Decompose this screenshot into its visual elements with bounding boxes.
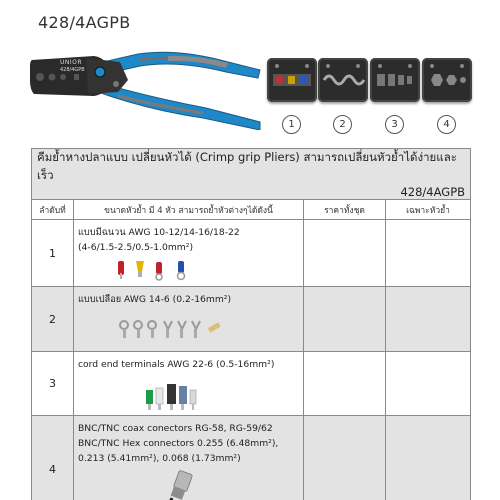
crimp-pliers-image [28, 40, 263, 130]
model-title: 428/4AGPB [38, 13, 131, 32]
die-1-image [267, 58, 317, 102]
price-die-cell [386, 287, 471, 352]
table-row [32, 220, 471, 287]
row-number: 1 [32, 220, 74, 287]
price-set-cell [304, 220, 386, 287]
header-price-die: เฉพาะหัวย้ำ [386, 200, 471, 220]
row-description [74, 416, 304, 500]
die-number-3: 3 [385, 115, 404, 134]
bnc-connector-image [158, 470, 208, 500]
header-price-set: ราคาทั้งชุด [304, 200, 386, 220]
desc-line: (4-6/1.5-2.5/0.5-1.0mm²) [78, 242, 194, 253]
die-4-image [422, 58, 472, 102]
die-number-4: 4 [437, 115, 456, 134]
row-number: 3 [32, 352, 74, 416]
tool-model-mark: 428/4GPB [60, 67, 85, 73]
spec-table [31, 148, 471, 500]
bare-terminals-image [118, 317, 228, 341]
die-number-2: 2 [333, 115, 352, 134]
die-number-1: 1 [282, 115, 301, 134]
desc-line: BNC/TNC coax conectors RG-58, RG-59/62 [78, 423, 273, 434]
row-number: 2 [32, 287, 74, 352]
row-description [74, 352, 304, 416]
die-2-image [318, 58, 368, 102]
header-no: ลำดับที่ [32, 200, 74, 220]
row-description [74, 220, 304, 287]
desc-line: แบบเปลือย AWG 14-6 (0.2-16mm²) [78, 294, 232, 305]
desc-line: แบบมีฉนวน AWG 10-12/14-16/18-22 [78, 227, 240, 238]
insulated-terminals-image [114, 257, 204, 281]
table-row [32, 287, 471, 352]
price-set-cell [304, 416, 386, 500]
table-title-row [32, 149, 471, 200]
price-die-cell [386, 352, 471, 416]
price-die-cell [386, 220, 471, 287]
tool-brand-mark: UNIOR [60, 59, 83, 66]
price-set-cell [304, 352, 386, 416]
desc-line: 0.213 (5.41mm²), 0.068 (1.73mm²) [78, 453, 241, 464]
table-title-model: 428/4AGPB [400, 185, 466, 199]
header-desc: ขนาดหัวย้ำ มี 4 หัว สามารถย้ำหัวต่างๆได้ดังนี้ [74, 200, 304, 220]
table-header-row [32, 200, 471, 220]
die-3-image [370, 58, 420, 102]
table-row [32, 416, 471, 500]
price-set-cell [304, 287, 386, 352]
price-die-cell [386, 416, 471, 500]
desc-line: cord end terminals AWG 22-6 (0.5-16mm²) [78, 359, 275, 370]
table-title: คีมย้ำหางปลาแบบ เปลี่ยนหัวได้ (Crimp grip Pliers) สามารถเปลี่ยนหัวย้ำได้ง่ายและเร็ว [37, 150, 457, 182]
row-description [74, 287, 304, 352]
cord-end-terminals-image [144, 380, 204, 412]
row-number: 4 [32, 416, 74, 500]
table-row [32, 352, 471, 416]
desc-line: BNC/TNC Hex connectors 0.255 (6.48mm²), [78, 438, 279, 449]
